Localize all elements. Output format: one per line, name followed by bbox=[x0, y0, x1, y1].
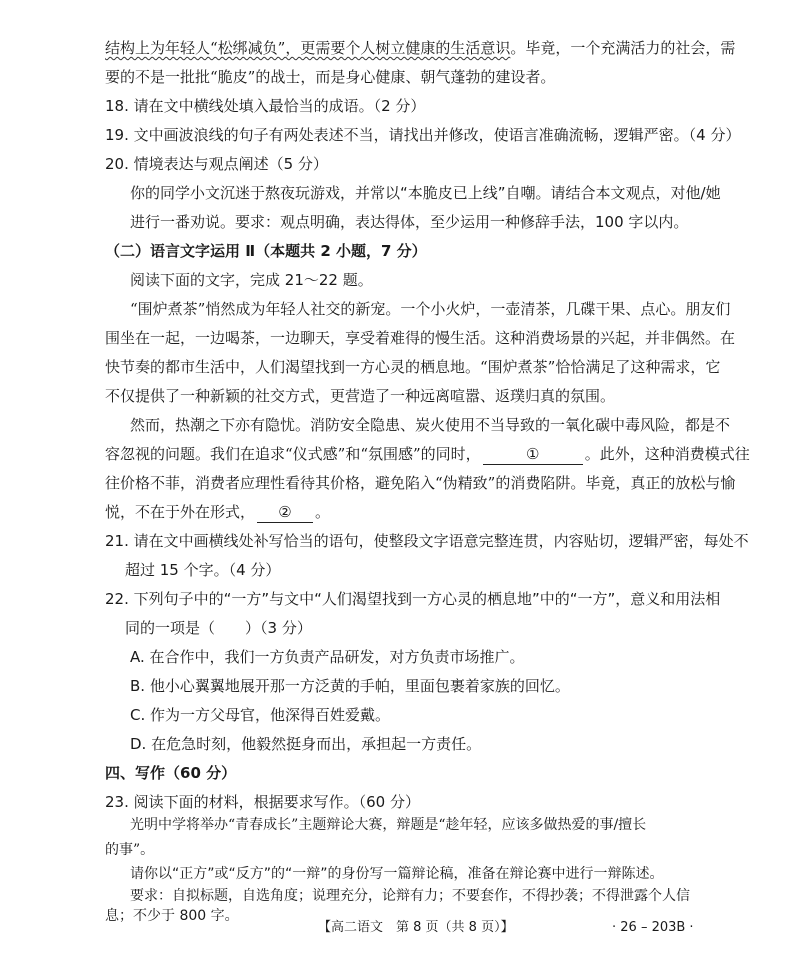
task-line: 请你以“正方”或“反方”的“一辩”的身份写一篇辩论稿，准备在辩论赛中进行一辩陈述。 bbox=[130, 866, 664, 882]
passage-text: 。 bbox=[315, 503, 331, 521]
passage-line bbox=[105, 500, 330, 524]
section-heading: （二）语言文字运用 Ⅱ（本题共 2 小题，7 分） bbox=[105, 242, 427, 260]
question-20-text: 进行一番劝说。要求：观点明确，表达得体，至少运用一种修辞手法，100 字以内。 bbox=[130, 213, 689, 231]
passage-text: 。毕竟，一个充满活力的社会，需 bbox=[510, 39, 736, 57]
passage-line: 不仅提供了一种新颖的社交方式，更营造了一种远离喧嚣、返璞归真的氛围。 bbox=[105, 387, 616, 405]
question-19: 19. 文中画波浪线的句子有两处表述不当，请找出并修改，使语言准确流畅，逻辑严密。（4 分） bbox=[105, 126, 741, 144]
passage-text: 容忽视的问题。我们在追求“仪式感”和“氛围感”的同时， bbox=[105, 445, 481, 463]
answer-blank-2: ② bbox=[257, 502, 313, 523]
material-line: 光明中学将举办“青春成长”主题辩论大赛，辩题是“趁年轻，应该多做热爱的事/擅长 bbox=[130, 817, 647, 833]
material-line: 的事”。 bbox=[105, 842, 155, 858]
wavy-underlined-sentence: 结构上为年轻人“松绑减负”，更需要个人树立健康的生活意识 bbox=[105, 39, 511, 57]
question-21-cont: 超过 15 个字。（4 分） bbox=[125, 561, 281, 579]
passage-line: 然而，热潮之下亦有隐忧。消防安全隐患、炭火使用不当导致的一氧化碳中毒风险，都是不 bbox=[130, 416, 731, 434]
passage-line: “围炉煮茶”悄然成为年轻人社交的新宠。一个小火炉，一壶清茶，几碟干果、点心。朋友们 bbox=[130, 300, 731, 318]
option-c: C. 作为一方父母官，他深得百姓爱戴。 bbox=[130, 706, 391, 724]
passage-line: 快节奏的都市生活中，人们渴望找到一方心灵的栖息地。“围炉煮茶”恰恰满足了这种需求，它 bbox=[105, 358, 721, 376]
passage-text: 悦，不在于外在形式， bbox=[105, 503, 256, 521]
answer-blank-1: ① bbox=[483, 444, 583, 465]
passage-line: 要的不是一批批“脆皮”的战士，而是身心健康、朝气蓬勃的建设者。 bbox=[105, 68, 556, 86]
passage-line: 往价格不菲，消费者应理性看待其价格，避免陷入“伪精致”的消费陷阱。毕竟，真正的放松与愉 bbox=[105, 474, 736, 492]
section-heading: 四、写作（60 分） bbox=[105, 764, 237, 782]
page-code: · 26 – 203B · bbox=[612, 920, 694, 935]
option-b: B. 他小心翼翼地展开那一方泛黄的手帕，里面包裹着家族的回忆。 bbox=[130, 677, 570, 695]
question-20-title: 20. 情境表达与观点阐述（5 分） bbox=[105, 155, 328, 173]
question-22: 22. 下列句子中的“一方”与文中“人们渴望找到一方心灵的栖息地”中的“一方”，意义和用法相 bbox=[105, 590, 721, 608]
reading-instruction: 阅读下面的文字，完成 21～22 题。 bbox=[130, 271, 373, 289]
requirement-line: 要求：自拟标题，自选角度；说理充分，论辩有力；不要套作，不得抄袭；不得泄露个人信 bbox=[130, 888, 690, 904]
option-d: D. 在危急时刻，他毅然挺身而出，承担起一方责任。 bbox=[130, 735, 482, 753]
page-footer: 【高二语文 第 8 页（共 8 页）】 bbox=[318, 920, 514, 935]
requirement-line: 息；不少于 800 字。 bbox=[105, 908, 239, 924]
passage-line bbox=[105, 36, 735, 60]
option-a: A. 在合作中，我们一方负责产品研发，对方负责市场推广。 bbox=[130, 648, 525, 666]
question-22-cont: 同的一项是（ ）（3 分） bbox=[125, 619, 312, 637]
question-23: 23. 阅读下面的材料，根据要求写作。（60 分） bbox=[105, 793, 420, 811]
passage-line: 围坐在一起，一边喝茶，一边聊天，享受着难得的慢生活。这种消费场景的兴起，并非偶然。在 bbox=[105, 329, 736, 347]
passage-line bbox=[105, 442, 750, 466]
passage-text: 。此外，这种消费模式往 bbox=[584, 445, 750, 463]
question-20-text: 你的同学小文沉迷于熬夜玩游戏，并常以“本脆皮已上线”自嘲。请结合本文观点，对他/她 bbox=[130, 184, 721, 202]
question-18: 18. 请在文中横线处填入最恰当的成语。（2 分） bbox=[105, 97, 426, 115]
question-21: 21. 请在文中画横线处补写恰当的语句，使整段文字语意完整连贯，内容贴切，逻辑严密，每处不 bbox=[105, 532, 749, 550]
